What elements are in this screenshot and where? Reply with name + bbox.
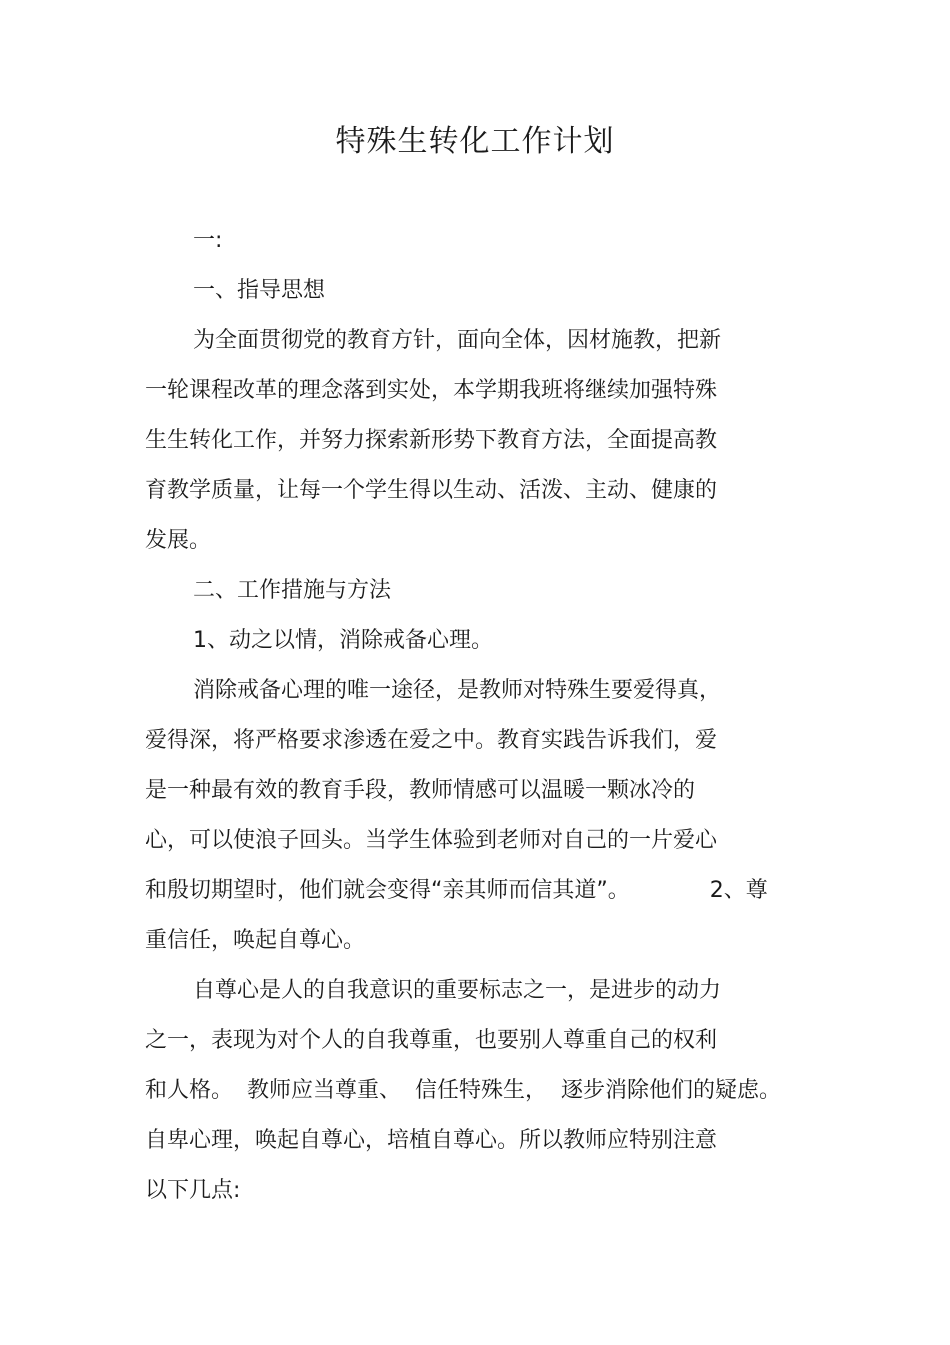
paragraph-text: 逐步消除他们的疑虑。 [561, 1078, 782, 1103]
paragraph-text: 信任特殊生， [415, 1078, 548, 1103]
paragraph-line [145, 1076, 781, 1106]
paragraph-line: 自尊心是人的自我意识的重要标志之一，是进步的动力 [193, 978, 722, 1003]
paragraph-line: 以下几点: [145, 1178, 241, 1203]
paragraph-line [145, 876, 768, 906]
paragraph-line: 自卑心理，唤起自尊心，培植自尊心。所以教师应特别注意 [145, 1128, 718, 1153]
paragraph-line: 生生转化工作，并努力探索新形势下教育方法，全面提高教 [145, 428, 718, 453]
paragraph-line: 是一种最有效的教育手段，教师情感可以温暖一颗冰冷的 [145, 778, 696, 803]
paragraph-line: 爱得深，将严格要求渗透在爱之中。教育实践告诉我们，爱 [145, 728, 718, 753]
paragraph-line: 之一，表现为对个人的自我尊重，也要别人尊重自己的权利 [145, 1028, 718, 1053]
paragraph-line: 发展。 [145, 528, 212, 553]
heading-measures-methods: 二、工作措施与方法 [193, 578, 392, 603]
subheading-2-start: 2、尊 [709, 878, 768, 903]
paragraph-line: 心，可以使浪子回头。当学生体验到老师对自己的一片爱心 [145, 828, 718, 853]
subheading-1: 1、动之以情，消除戒备心理。 [193, 628, 493, 653]
paragraph-line: 消除戒备心理的唯一途径，是教师对特殊生要爱得真， [193, 678, 722, 703]
heading-guiding-thought: 一、指导思想 [193, 278, 326, 303]
paragraph-line: 为全面贯彻党的教育方针，面向全体，因材施教，把新 [193, 328, 722, 353]
paragraph-text: 教师应当尊重、 [247, 1078, 402, 1103]
subheading-2-end: 重信任，唤起自尊心。 [145, 928, 366, 953]
paragraph-text: 和殷切期望时，他们就会变得“亲其师而信其道”。 [145, 878, 630, 903]
section-marker: 一: [193, 228, 223, 253]
document-title: 特殊生转化工作计划 [335, 124, 615, 159]
paragraph-text: 和人格。 [145, 1078, 234, 1103]
paragraph-line: 一轮课程改革的理念落到实处，本学期我班将继续加强特殊 [145, 378, 718, 403]
paragraph-line: 育教学质量，让每一个学生得以生动、活泼、主动、健康的 [145, 478, 718, 503]
